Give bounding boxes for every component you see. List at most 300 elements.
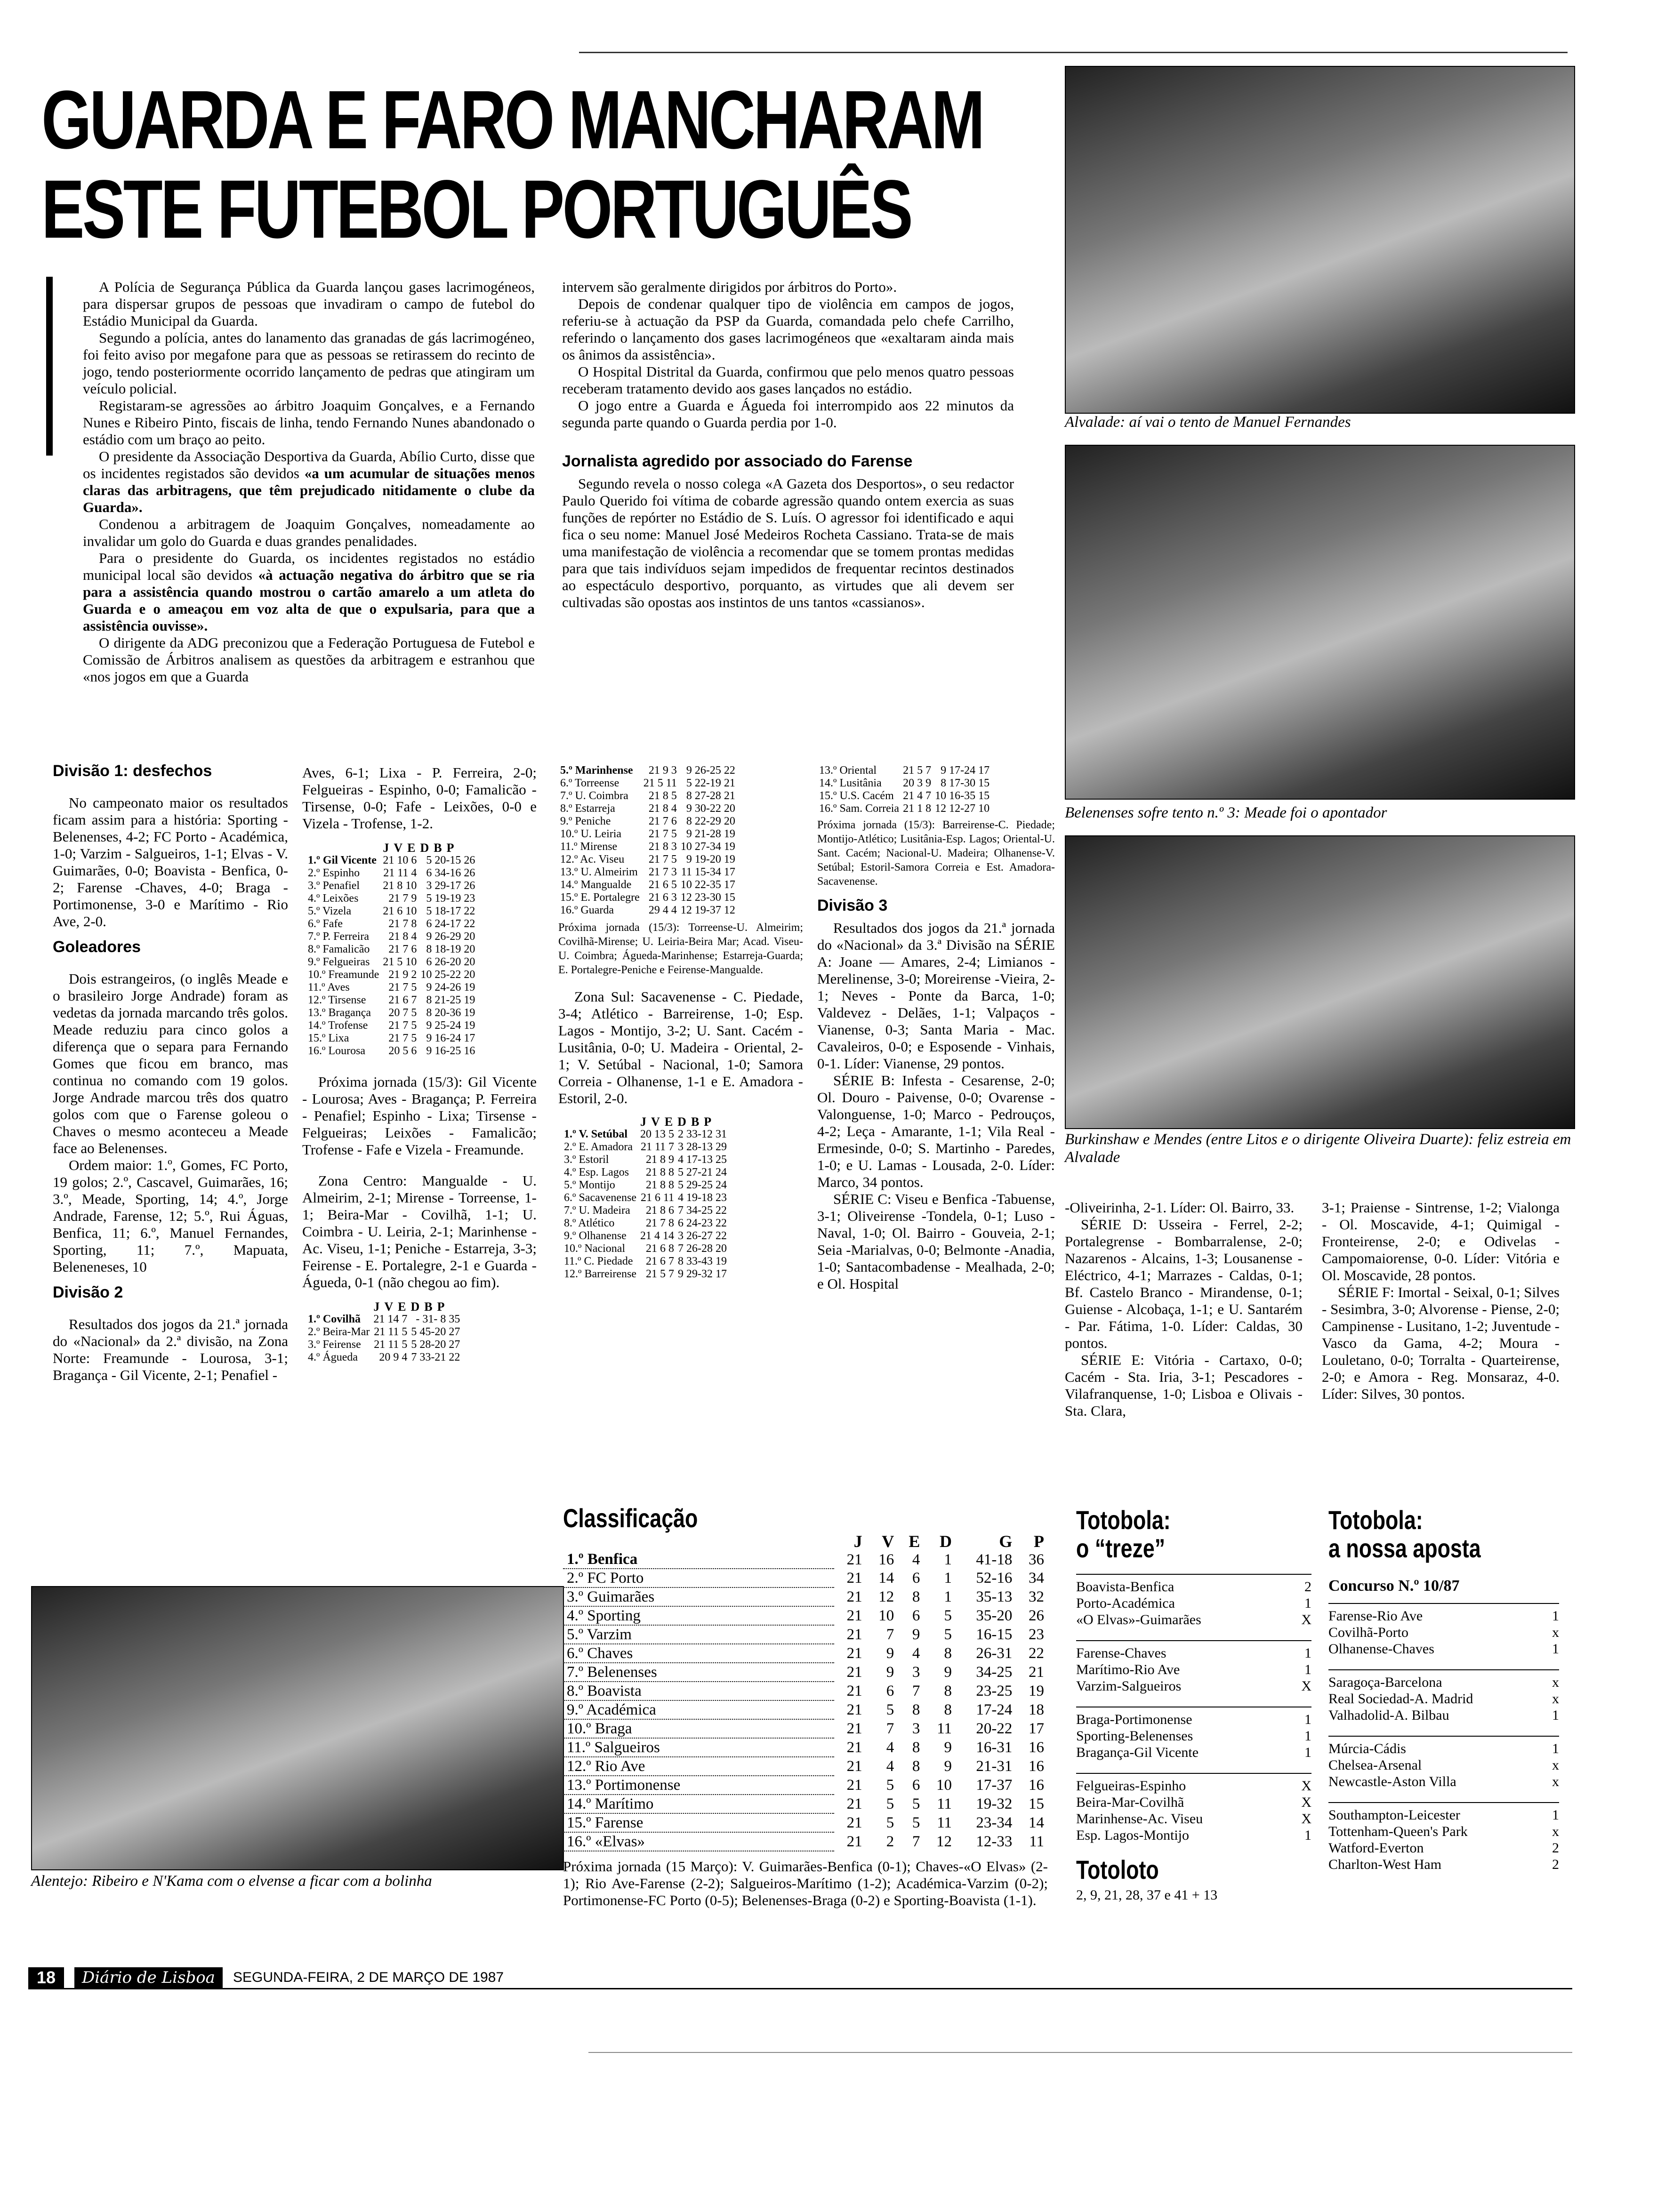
stats-cell: 21 7 8 (388, 918, 417, 930)
stats-cell: 21 11 7 (640, 1141, 675, 1153)
stats-cell: 9 (944, 1739, 952, 1756)
totobola-group (1076, 1640, 1311, 1694)
table-row (306, 1007, 477, 1019)
team-cell: 1.º V. Setúbal (564, 1128, 628, 1140)
article-column-2 (562, 279, 1014, 611)
totobola-treze-list (1076, 1574, 1311, 1843)
table-row (306, 1338, 462, 1351)
table-row (558, 866, 737, 879)
divisao-2-column (302, 764, 537, 1364)
stats-cell: 4 (912, 1551, 920, 1568)
stats-cell: 2 (886, 1833, 894, 1850)
table-row (306, 930, 477, 943)
totobola-match (1076, 1595, 1311, 1611)
team-cell: 7.º U. Coimbra (560, 790, 628, 802)
team-cell: 4.º Sporting (563, 1606, 834, 1625)
stats-cell: 7 (886, 1720, 894, 1737)
table-row (817, 777, 991, 790)
team-cell: 9.º Felgueiras (308, 956, 370, 968)
team-cell: 7.º U. Madeira (564, 1204, 630, 1217)
divisao-3-column-c (1322, 1199, 1560, 1403)
serie-c-cont: -Oliveirinha, 2-1. Líder: Ol. Bairro, 33. (1065, 1199, 1295, 1216)
totobola-aposta-block (1328, 1506, 1559, 1885)
stats-cell: 7 26-28 20 (678, 1242, 727, 1255)
totobola-group (1328, 1802, 1559, 1873)
table-row (562, 1230, 729, 1242)
table-row (306, 880, 477, 892)
table-row (562, 1141, 729, 1154)
article-paragraph: O dirigente da ADG preconizou que a Federação Portuguesa de Futebol e Comissão de Árbitros analisem as questões da arbitragem e estranhou que «nos jogos em que a Guarda (83, 634, 535, 685)
stats-cell: 18 (1029, 1701, 1044, 1718)
match-name: Marinhense-Ac. Viseu (1076, 1811, 1203, 1827)
column-header: E (909, 1532, 920, 1551)
stats-cell: 21 (846, 1645, 862, 1662)
column-header: G (999, 1532, 1013, 1551)
stats-cell: 8 (912, 1739, 920, 1756)
stats-cell: 21 7 3 (648, 866, 677, 878)
stats-cell: 6 26-20 20 (426, 956, 475, 968)
article-column-1 (83, 279, 535, 685)
stats-cell: 9 (886, 1664, 894, 1681)
table-row (562, 1154, 729, 1166)
stats-cell: 5 (944, 1607, 952, 1624)
table-row (817, 790, 991, 802)
totobola-treze-block (1076, 1506, 1311, 1903)
team-cell: 10.º Freamunde (308, 969, 379, 981)
article-subhead: Jornalista agredido por associado do Farense (562, 452, 913, 470)
stats-cell: 10 (936, 1777, 952, 1794)
stats-cell: 9 26-29 20 (426, 930, 475, 943)
serie-f-text: SÉRIE F: Imortal - Seixal, 0-1; Silves - Sesimbra, 3-0; Alvorense - Piense, 2-0; Campinense - Lusitano, 1-2; Juventude - Vasco da Gama, 4-2; Moura - Louletano, 0-0; Torralta - Quarteirense, 2-0; e Amora - Reg. Monsaraz, 4-0. Líder: Silves, 30 pontos. (1322, 1284, 1560, 1402)
table-row (817, 802, 991, 815)
standings-row (563, 1550, 1048, 1569)
stats-cell: 19 (1029, 1683, 1044, 1699)
team-cell: 11.º Mirense (560, 841, 618, 853)
stats-cell: 21 (846, 1683, 862, 1699)
stats-cell: 7 34-25 22 (678, 1204, 727, 1217)
stats-cell: 21-31 (976, 1758, 1013, 1775)
divisao-2-text: Resultados dos jogos da 21.ª jornada do «Nacional» da 2.ª divisão, na Zona Norte: Freamunde - Lourosa, 3-1; Bragança - Gil Vicente, 2-1; Penafiel - (53, 1316, 288, 1383)
totobola-match (1328, 1856, 1559, 1873)
stats-cell: 5 27-21 24 (678, 1166, 727, 1178)
stats-cell: - 31- 8 35 (416, 1313, 460, 1325)
table-row (558, 853, 737, 866)
totobola-aposta-title-1: Totobola: (1328, 1505, 1423, 1535)
stats-cell: 34 (1029, 1570, 1044, 1587)
stats-cell: 3 29-17 26 (426, 880, 475, 892)
headline (41, 75, 983, 254)
match-prediction: X (1301, 1612, 1311, 1627)
stats-cell: 35-13 (976, 1588, 1013, 1605)
article-text: O presidente da Associação Desportiva da Guarda, Abílio Curto, disse que os incidentes registados são devidos (83, 448, 535, 481)
table-row (306, 867, 477, 880)
team-cell: 1.º Gil Vicente (308, 854, 377, 866)
team-cell: 15.º U.S. Cacém (819, 790, 894, 802)
totobola-match (1076, 1645, 1311, 1661)
match-prediction: 1 (1304, 1595, 1311, 1611)
match-prediction: 1 (1304, 1712, 1311, 1727)
match-name: Boavista-Benfica (1076, 1579, 1174, 1595)
serie-c-text: SÉRIE C: Viseu e Benfica -Tabuense, 3-1; Oliveirense -Tondela, 0-1; Luso - Naval, 1-0; Ol. Bairro - Gouveia, 2-1; Seia -Marialvas, 0-0; Belmonte -Anadia, 1-0; Santacombadense - Mealhada, 2-0; e Ol. Hospital (817, 1191, 1055, 1292)
stats-cell: 16-15 (976, 1626, 1013, 1643)
match-prediction: 1 (1552, 1807, 1559, 1823)
standings-row (563, 1569, 1048, 1587)
stats-cell: 21 (846, 1795, 862, 1812)
stats-cell: 11 (937, 1720, 952, 1737)
stats-cell: 5 22-19 21 (686, 777, 735, 789)
match-prediction: 2 (1552, 1840, 1559, 1856)
match-name: Marítimo-Rio Ave (1076, 1662, 1180, 1677)
stats-cell: 23 (1029, 1626, 1044, 1643)
match-prediction: x (1552, 1774, 1559, 1789)
stats-cell: 5 45-20 27 (411, 1326, 460, 1338)
stats-cell: 11 15-34 17 (681, 866, 735, 878)
zona-centro-table-top (306, 1300, 462, 1364)
match-prediction: 1 (1304, 1745, 1311, 1760)
match-name: Covilhã-Porto (1328, 1625, 1408, 1640)
stats-cell: 12 23-30 15 (680, 891, 735, 904)
proxima-norte: Próxima jornada (15/3): Gil Vicente - Lourosa; Aves - Bragança; P. Ferreira - Penafiel; Espinho - Lixa; Tirsense - Felgueiras; Leixões - Famalicão; Trofense - Fafe e Vizela - Freamunde. (302, 1074, 537, 1158)
totobola-match (1328, 1608, 1559, 1624)
standings-row (563, 1682, 1048, 1700)
divisao-2-column-b (558, 764, 803, 1281)
stats-cell: 17 (1029, 1720, 1044, 1737)
team-cell: 13.º Oriental (819, 764, 877, 777)
stats-cell: 8 20-36 19 (426, 1007, 475, 1019)
stats-cell: 21 4 14 (640, 1230, 675, 1242)
team-cell: 12.º Barreirense (564, 1268, 637, 1280)
match-prediction: x (1552, 1625, 1559, 1640)
stats-cell: 26 (1029, 1607, 1044, 1624)
team-cell: 2.º E. Amadora (564, 1141, 633, 1153)
standings-row (563, 1719, 1048, 1738)
photo-belenenses (1065, 445, 1575, 800)
table-header (306, 842, 477, 854)
stats-cell: 16 (1029, 1777, 1044, 1794)
article-paragraph: Condenou a arbitragem de Joaquim Gonçalves, nomeadamente ao invalidar um golo do Guarda e duas grandes penalidades. (83, 516, 535, 549)
stats-cell: 21 7 9 (388, 892, 417, 905)
team-cell: 14.º Marítimo (563, 1795, 834, 1813)
match-name: «O Elvas»-Guimarães (1076, 1612, 1201, 1627)
zona-centro-text: Zona Centro: Mangualde - U. Almeirim, 2-1; Mirense - Torreense, 1-1; Beira-Mar - Covilhã, 1-1; U. Coimbra - U. Leiria, 2-1; Marinhense - Ac. Viseu, 1-1; Peniche - Estarreja, 3-3; Feirense - E. Portalegre, 2-1 e Guarda - Águeda, 0-1 (não chegou ao fim). (302, 1172, 537, 1290)
standings-row (563, 1795, 1048, 1813)
totobola-match (1328, 1757, 1559, 1773)
stats-cell: 21 7 5 (388, 1019, 417, 1032)
table-row (306, 1032, 477, 1045)
stats-cell: 3 (912, 1720, 920, 1737)
team-cell: 6.º Fafe (308, 918, 343, 930)
table-row (306, 905, 477, 918)
team-cell: 14.º Trofense (308, 1019, 368, 1032)
team-cell: 9.º Olhanense (564, 1230, 627, 1242)
table-row (558, 802, 737, 815)
table-row (562, 1242, 729, 1255)
team-cell: 8.º Atlético (564, 1217, 615, 1229)
standings-row (563, 1644, 1048, 1663)
team-cell: 15.º Lixa (308, 1032, 349, 1044)
match-name: Tottenham-Queen's Park (1328, 1824, 1468, 1839)
team-cell: 15.º E. Portalegre (560, 891, 640, 904)
match-name: Valhadolid-A. Bilbau (1328, 1707, 1449, 1723)
table-row (562, 1179, 729, 1192)
stats-cell: 17-37 (976, 1777, 1013, 1794)
team-cell: 5.º Marinhense (560, 764, 633, 777)
table-row (306, 1313, 462, 1326)
standings-row (563, 1700, 1048, 1719)
classificacao-table (563, 1532, 1048, 1851)
photo-alentejo (31, 1586, 564, 1870)
totobola-match (1328, 1740, 1559, 1757)
stats-cell: 7 33-21 22 (411, 1351, 460, 1363)
table-row (306, 892, 477, 905)
stats-cell: 20-22 (976, 1720, 1013, 1737)
caption-burkinshaw: Burkinshaw e Mendes (entre Litos e o dirigente Oliveira Duarte): feliz estreia em Alvalade (1065, 1131, 1571, 1166)
match-prediction: X (1301, 1778, 1311, 1794)
stats-cell: 21 (846, 1758, 862, 1775)
team-cell: 5.º Varzim (563, 1625, 834, 1644)
team-cell: 5.º Montijo (564, 1179, 615, 1191)
article-paragraph: intervem são geralmente dirigidos por árbitros do Porto». (562, 279, 897, 295)
match-prediction: 1 (1304, 1645, 1311, 1661)
stats-cell: 11 (937, 1795, 952, 1812)
caption-alentejo: Alentejo: Ribeiro e N'Kama com o elvense a ficar com a bolinha (31, 1873, 432, 1890)
standings-row (563, 1663, 1048, 1682)
stats-cell: 10 22-35 17 (680, 879, 735, 891)
team-cell: 3.º Penafiel (308, 880, 360, 892)
article-paragraph (83, 448, 535, 516)
photo-burkinshaw (1065, 835, 1575, 1129)
team-cell: 15.º Farense (563, 1813, 834, 1832)
match-name: Saragoça-Barcelona (1328, 1675, 1442, 1690)
stats-cell: 21 8 8 (646, 1179, 675, 1191)
stats-cell: 10 25-22 20 (420, 969, 475, 981)
standings-row (563, 1776, 1048, 1795)
stats-cell: 1 (944, 1551, 952, 1568)
serie-a-text: Resultados dos jogos da 21.ª jornada do «Nacional» da 3.ª Divisão na SÉRIE A: Joane — Amares, 2-4; Limianos - Merelinense, 3-0; Moreirense -Vieira, 2-1; Neves - Ponte da Barca, 1-0; Valdevez - Delães, 1-1; Valpaços - Vianense, 0-3; Santa Maria - Mac. Cavaleiros, 0-0; e Esposende - Vinhais, 0-1. Líder: Vianense, 29 pontos. (817, 920, 1055, 1072)
match-name: Bragança-Gil Vicente (1076, 1745, 1199, 1760)
totobola-match (1076, 1827, 1311, 1843)
match-name: Real Sociedad-A. Madrid (1328, 1691, 1473, 1707)
stats-cell: 21 (846, 1607, 862, 1624)
table-row (562, 1128, 729, 1141)
stats-cell: 23-25 (976, 1683, 1013, 1699)
team-cell: 11.º Aves (308, 981, 350, 994)
stats-cell: 7 (886, 1626, 894, 1643)
stats-cell: 9 16-24 17 (426, 1032, 475, 1044)
team-cell: 1.º Covilhã (308, 1313, 361, 1325)
match-prediction: 2 (1304, 1579, 1311, 1595)
table-row (306, 994, 477, 1007)
match-name: Esp. Lagos-Montijo (1076, 1827, 1189, 1843)
totobola-aposta-title-2: a nossa aposta (1328, 1533, 1481, 1563)
totoloto-numbers: 2, 9, 21, 28, 37 e 41 + 13 (1076, 1887, 1218, 1903)
standings-row (563, 1606, 1048, 1625)
stats-cell: 9 30-22 20 (686, 802, 735, 815)
stats-cell: 6 34-16 26 (426, 867, 475, 879)
stats-cell: 9 (944, 1758, 952, 1775)
table-row (817, 764, 991, 777)
stats-cell: 15 (1029, 1795, 1044, 1812)
stats-cell: 5 (886, 1701, 894, 1718)
article-paragraph: A Polícia de Segurança Pública da Guarda lançou gases lacrimogéneos, para dispersar grupos de pessoas que invadiram o campo de futebol do Estádio Municipal da Guarda. (83, 279, 535, 329)
serie-e-cont: 3-1; Praiense - Sintrense, 1-2; Vialonga - Ol. Moscavide, 4-1; Quimigal - Fronteirense, 2-0; e Odivelas - Campomaiorense, 0-0. Líder: Vitória e Ol. Moscavide, 28 pontos. (1322, 1199, 1560, 1283)
stats-cell: 12 19-37 12 (680, 904, 735, 916)
stats-cell: 5 (912, 1814, 920, 1831)
stats-cell: 21 (846, 1814, 862, 1831)
team-cell: 3.º Estoril (564, 1154, 609, 1166)
table-row (306, 981, 477, 994)
team-cell: 2.º FC Porto (563, 1569, 834, 1587)
stats-cell: 6 (912, 1607, 920, 1624)
article-bold-quote: «a um acumular de situações menos claras das arbitragens, que têm prejudicado nitidamente o clube da Guarda». (83, 465, 535, 515)
classificacao-title: Classificação (563, 1503, 698, 1533)
totobola-group (1076, 1574, 1311, 1628)
table-header-cols: JVEDBP (383, 841, 459, 855)
stats-cell: 22 (1029, 1645, 1044, 1662)
column-header: J (853, 1532, 862, 1551)
table-row (558, 904, 737, 917)
match-name: Porto-Académica (1076, 1595, 1175, 1611)
match-prediction: X (1301, 1678, 1311, 1694)
stats-cell: 8 18-19 20 (426, 943, 475, 955)
divisao-3-column-b (1065, 1199, 1303, 1419)
totoloto-title: Totoloto (1076, 1855, 1159, 1884)
stats-cell: 4 17-13 25 (678, 1154, 727, 1166)
team-cell: 3.º Feirense (308, 1338, 361, 1351)
table-row (562, 1166, 729, 1179)
match-name: Watford-Everton (1328, 1840, 1424, 1856)
team-cell: 16.º Guarda (560, 904, 614, 916)
zona-sul-text: Zona Sul: Sacavenense - C. Piedade, 3-4; Atlético - Barreirense, 1-0; Esp. Lagos - Montijo, 3-2; U. Sant. Cacém - Lusitânia, 0-0; U. Madeira - Oriental, 2-1; V. Setúbal - Nacional, 1-0; Samora Correia - Olhanense, 1-1 e E. Amadora - Estoril, 2-0. (558, 988, 803, 1106)
stats-cell: 9 (886, 1645, 894, 1662)
totobola-match (1328, 1691, 1559, 1707)
match-prediction: 2 (1552, 1857, 1559, 1872)
table-row (306, 943, 477, 956)
stats-cell: 21 7 5 (388, 981, 417, 994)
column-header: D (940, 1532, 952, 1551)
table-row (562, 1192, 729, 1204)
stats-cell: 21 6 7 (388, 994, 417, 1006)
table-row (558, 828, 737, 841)
table-header (563, 1532, 1048, 1550)
stats-cell: 12-33 (976, 1833, 1013, 1850)
stats-cell: 21 10 6 (383, 854, 417, 866)
team-cell: 12.º Rio Ave (563, 1757, 834, 1776)
stats-cell: 5 (912, 1795, 920, 1812)
stats-cell: 17-24 (976, 1701, 1013, 1718)
team-cell: 6.º Chaves (563, 1644, 834, 1663)
table-row (558, 841, 737, 853)
stats-cell: 32 (1029, 1588, 1044, 1605)
stats-cell: 21 5 7 (903, 764, 932, 777)
stats-cell: 5 19-19 23 (426, 892, 475, 905)
totobola-match (1076, 1728, 1311, 1744)
table-row (306, 854, 477, 867)
stats-cell: 21 9 3 (648, 764, 677, 777)
table-row (562, 1217, 729, 1230)
stats-cell: 1 (944, 1588, 952, 1605)
page-number: 18 (28, 1967, 64, 1988)
totobola-group (1076, 1773, 1311, 1843)
stats-cell: 3 26-27 22 (678, 1230, 727, 1242)
stats-cell: 21 14 7 (373, 1313, 408, 1325)
stats-cell: 26-31 (976, 1645, 1013, 1662)
stats-cell: 21 8 3 (648, 841, 677, 853)
table-header (306, 1300, 462, 1313)
stats-cell: 9 29-32 17 (678, 1268, 727, 1280)
stats-cell: 20 5 6 (388, 1045, 417, 1057)
headline-line-1: GUARDA E FARO MANCHARAM (41, 74, 983, 166)
proxima-sul: Próxima jornada (15/3): Barreirense-C. Piedade; Montijo-Atlético; Lusitânia-Esp. Lagos; Oriental-U. Sant. Cacém; Nacional-U. Madeira; Olhanense-V. Setúbal; Estoril-Samora Correia e Est. Amadora-Sacavenense. (817, 819, 1055, 888)
stats-cell: 3 (912, 1664, 920, 1681)
match-prediction: 1 (1552, 1608, 1559, 1624)
team-cell: 6.º Sacavenense (564, 1192, 637, 1204)
totobola-group (1076, 1707, 1311, 1761)
stats-cell: 16 (1029, 1739, 1044, 1756)
stats-cell: 21 9 2 (388, 969, 417, 981)
stats-cell: 8 27-28 21 (686, 790, 735, 802)
match-prediction: x (1552, 1757, 1559, 1773)
totobola-match (1076, 1744, 1311, 1761)
footer-bar (28, 1967, 1572, 1989)
stats-cell: 34-25 (976, 1664, 1013, 1681)
totobola-treze-title-2: o “treze” (1076, 1533, 1166, 1563)
stats-cell: 21 (846, 1626, 862, 1643)
stats-cell: 11 (1029, 1833, 1044, 1850)
stats-cell: 5 (944, 1626, 952, 1643)
stats-cell: 8 (944, 1701, 952, 1718)
stats-cell: 21 8 5 (648, 790, 677, 802)
column-header: V (882, 1532, 894, 1551)
match-name: Felgueiras-Espinho (1076, 1778, 1186, 1794)
column-header: P (1034, 1532, 1044, 1551)
team-cell: 4.º Leixões (308, 892, 359, 905)
stats-cell: 21 (846, 1570, 862, 1587)
stats-cell: 21 6 10 (383, 905, 417, 917)
table-header-cols: JVEDBP (640, 1115, 716, 1129)
team-cell: 9.º Peniche (560, 815, 611, 827)
stats-cell: 16 (1029, 1758, 1044, 1775)
team-cell: 13.º U. Almeirim (560, 866, 638, 878)
stats-cell: 21 11 4 (383, 867, 417, 879)
stats-cell: 16-31 (976, 1739, 1013, 1756)
stats-cell: 4 19-18 23 (678, 1192, 727, 1204)
stats-cell: 8 (912, 1588, 920, 1605)
match-prediction: x (1552, 1675, 1559, 1690)
team-cell: 10.º U. Leiria (560, 828, 622, 840)
zona-sul-table-cont (817, 764, 991, 815)
stats-cell: 21 7 8 (646, 1217, 675, 1229)
team-cell: 10.º Braga (563, 1719, 834, 1738)
stats-cell: 21 (1029, 1664, 1044, 1681)
divisao-1-text: No campeonato maior os resultados ficam assim para a história: Sporting - Belenenses, 4-2; FC Porto - Académica, 1-0; Varzim - Salgueiros, 1-1; Elvas - V. Guimarães, 0-0; Boavista - Benfica, 0-2; Farense -Chaves, 4-0; Braga - Portimonense, 3-0 e Marítimo - Rio Ave, 2-0. (53, 794, 288, 930)
stats-cell: 8 17-30 15 (941, 777, 990, 789)
article-paragraph: Depois de condenar qualquer tipo de violência em campos de jogos, referiu-se à actuação da PSP da Guarda, comandada pelo chefe Carrilho, referindo o lançamento dos gases lacrimogéneos que «exaltaram ainda mais os ânimos da assistência». (562, 296, 1014, 363)
stats-cell: 4 (886, 1758, 894, 1775)
team-cell: 8.º Famalicão (308, 943, 370, 955)
classificacao-block (563, 1504, 1048, 1909)
serie-d-text: SÉRIE D: Usseira - Ferrel, 2-2; Portalegrense - Bombarralense, 2-0; Nazarenos - Alcains, 1-3; Lousanense - Eléctrico, 4-1; Marrazes - Caldas, 0-1; Bf. Castelo Branco - Mirandense, 0-1; Guiense - Alcobaça, 1-1; e U. Santarém - Par. Fátima, 1-0. Líder: Caldas, 30 pontos. (1065, 1216, 1303, 1351)
stats-cell: 8 (944, 1683, 952, 1699)
stats-cell: 5 (886, 1777, 894, 1794)
match-name: Chelsea-Arsenal (1328, 1757, 1422, 1773)
standings-row (563, 1625, 1048, 1644)
team-cell: 8.º Boavista (563, 1682, 834, 1700)
stats-cell: 21 4 7 (903, 790, 932, 802)
stats-cell: 9 16-25 16 (426, 1045, 475, 1057)
stats-cell: 21 8 4 (388, 930, 417, 943)
stats-cell: 8 33-43 19 (678, 1255, 727, 1267)
